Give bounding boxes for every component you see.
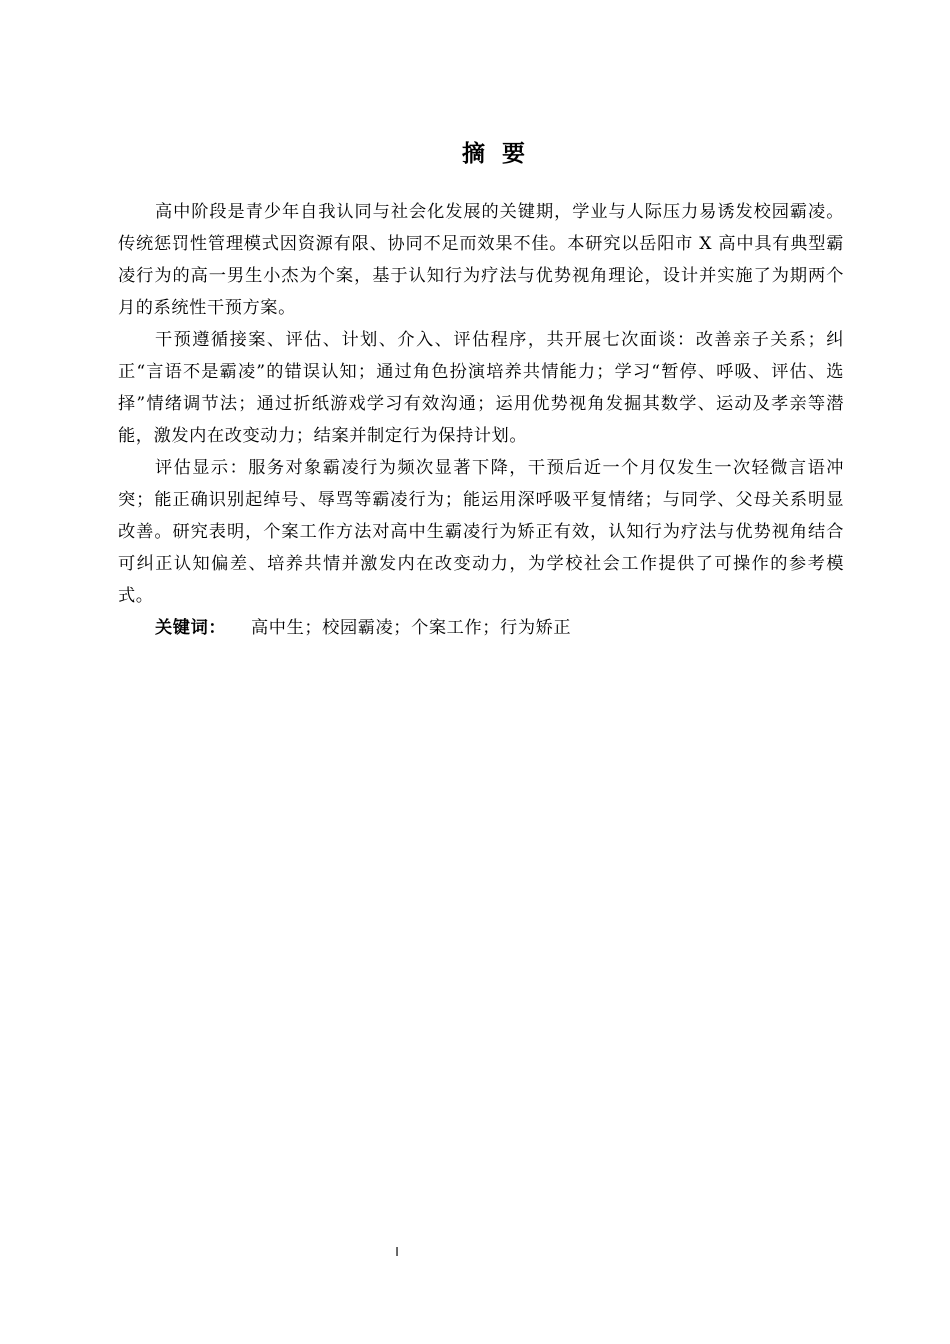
abstract-paragraph-1: 高中阶段是青少年自我认同与社会化发展的关键期，学业与人际压力易诱发校园霸凌。传统惩罚性管理模式因资源有限、协同不足而效果不佳。本研究以岳阳市 X 高中具有典型霸凌行为的高一男生小杰为个案，基于认知行为疗法与优势视角理论，设计并实施了为期两个月的系统性干预方案。 [118, 202, 844, 318]
keywords-line [118, 612, 844, 644]
keywords-value: 高中生；校园霸凌；个案工作；行为矫正 [251, 618, 572, 638]
keywords-label: 关键词： [155, 618, 227, 638]
abstract-paragraph-2: 干预遵循接案、评估、计划、介入、评估程序，共开展七次面谈：改善亲子关系；纠正“言语不是霸凌”的错误认知；通过角色扮演培养共情能力；学习“暂停、呼吸、评估、选择”情绪调节法；通过折纸游戏学习有效沟通；运用优势视角发掘其数学、运动及孝亲等潜能，激发内在改变动力；结案并制定行为保持计划。 [118, 330, 844, 446]
abstract-body [118, 196, 844, 644]
abstract-paragraph-3: 评估显示：服务对象霸凌行为频次显著下降，干预后近一个月仅发生一次轻微言语冲突；能正确识别起绰号、辱骂等霸凌行为；能运用深呼吸平复情绪；与同学、父母关系明显改善。研究表明，个案工作方法对高中生霸凌行为矫正有效，认知行为疗法与优势视角结合可纠正认知偏差、培养共情并激发内在改变动力，为学校社会工作提供了可操作的参考模式。 [118, 458, 844, 606]
abstract-title: 摘要 [462, 141, 542, 167]
page-number: I [395, 1245, 399, 1259]
